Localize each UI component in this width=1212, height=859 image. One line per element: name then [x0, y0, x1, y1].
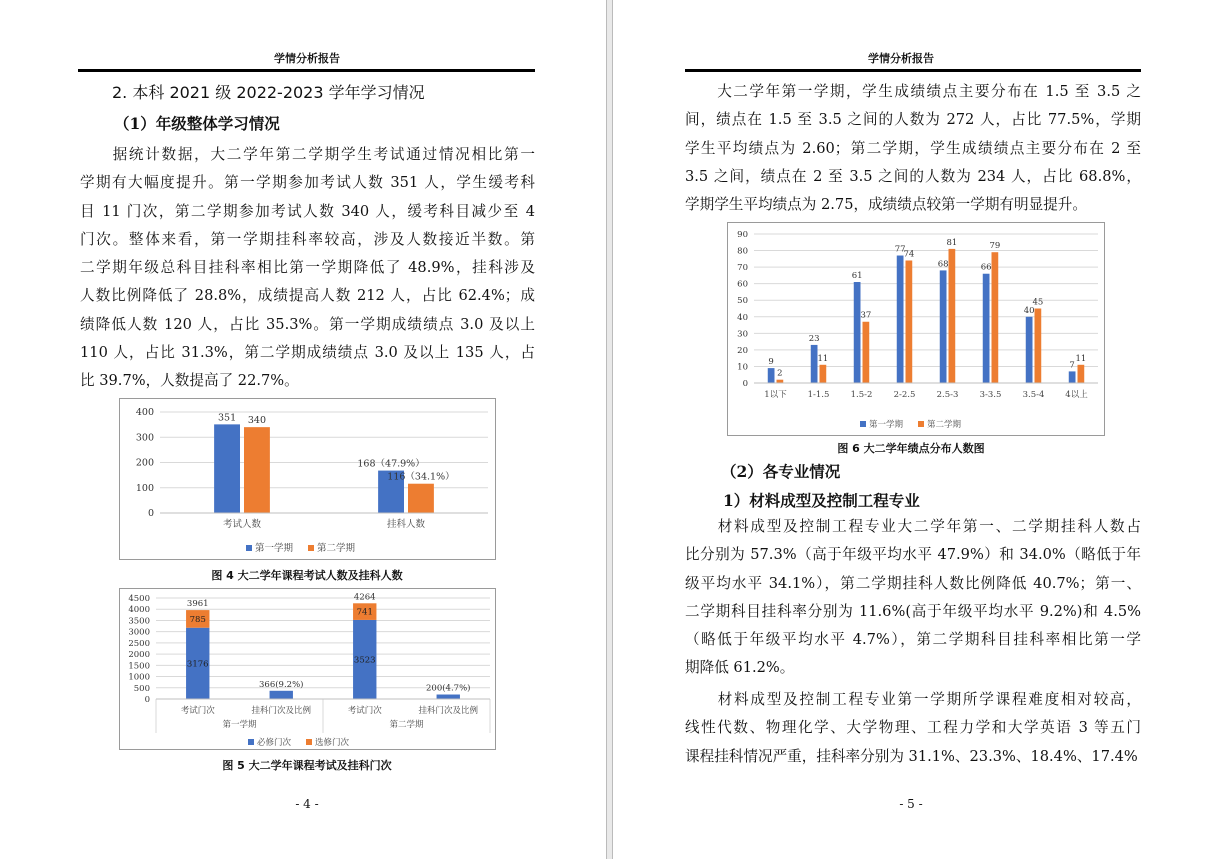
y-tick-label: 100	[135, 482, 154, 494]
x-tick-label: 1以下	[764, 390, 787, 400]
text-line: 学生平均绩点为 2.60；第二学期，学生成绩绩点主要分布在 2 至	[685, 139, 1141, 157]
bar	[854, 282, 861, 383]
body-paragraph	[685, 513, 1141, 683]
x-tick-label: 挂科门次及比例	[251, 706, 312, 716]
header-rule	[78, 69, 535, 72]
segment-label: 3523	[353, 655, 376, 666]
figure-5-caption: 图 5 大二学年课程考试及挂科门次	[222, 759, 392, 772]
text-line: 绩降低人数 120 人，占比 35.3%。第一学期成绩绩点 3.0 及以上	[80, 315, 535, 333]
bar	[244, 427, 270, 513]
figure-4-chart	[119, 398, 496, 560]
total-label: 3961	[186, 599, 209, 610]
page-number: - 4 -	[295, 797, 319, 811]
data-label: 77	[894, 244, 906, 255]
text-line: 材料成型及控制工程专业第一学期所学课程难度相对较高，	[685, 691, 1141, 708]
body-paragraph	[80, 141, 535, 396]
text-line: 门次。整体来看，第一学期挂科率较高，涉及人数接近半数。第	[80, 230, 535, 248]
total-label: 4264	[353, 592, 376, 603]
x-tick-label: 挂科人数	[386, 519, 426, 530]
legend-swatch	[308, 545, 314, 551]
legend-swatch	[246, 545, 252, 551]
x-tick-label: 挂科门次及比例	[418, 706, 479, 716]
group-label: 第二学期	[389, 720, 424, 730]
x-tick-label: 1-1.5	[807, 390, 830, 400]
y-tick-label: 300	[135, 432, 154, 444]
y-tick-label: 80	[737, 246, 748, 257]
legend-label: 选修门次	[315, 738, 350, 748]
x-tick-label: 3.5-4	[1022, 390, 1045, 400]
segment-label: 741	[356, 607, 373, 618]
x-tick-label: 考试人数	[222, 519, 262, 530]
data-label: 61	[851, 271, 863, 282]
text-line: 110 人，占比 31.3%，第二学期成绩绩点 3.0 及以上 135 人，占	[80, 344, 535, 362]
y-tick-label: 50	[737, 296, 748, 307]
y-tick-label: 2500	[128, 638, 150, 649]
legend-swatch	[306, 739, 312, 745]
y-tick-label: 0	[147, 508, 154, 519]
page-number: - 5 -	[899, 797, 923, 811]
x-tick-label: 1.5-2	[850, 390, 873, 400]
text-line: （略低于年级平均水平 4.7%），第二学期科目挂科率相比第一学	[685, 631, 1141, 649]
y-tick-label: 3000	[128, 627, 150, 638]
legend-label: 第二学期	[927, 420, 962, 430]
data-label: 23	[808, 333, 820, 344]
figure-5-chart	[119, 588, 496, 750]
y-tick-label: 0	[144, 695, 150, 705]
page-header: 学情分析报告	[868, 52, 934, 65]
text-line: 学期学生平均绩点为 2.75，成绩绩点较第一学期有明显提升。	[685, 196, 1087, 214]
y-tick-label: 4000	[128, 605, 150, 616]
data-label: 81	[946, 237, 958, 248]
y-tick-label: 90	[737, 230, 748, 240]
legend-label: 第一学期	[255, 543, 294, 554]
bar	[811, 345, 818, 383]
data-label: 11	[1075, 353, 1087, 364]
text-line: 材料成型及控制工程专业大二学年第一、二学期挂科人数占	[685, 518, 1141, 535]
text-line: 学期有大幅度提升。第一学期参加考试人数 351 人，学生缓考科	[80, 174, 535, 192]
segment-label: 785	[189, 614, 206, 625]
header-rule	[685, 69, 1141, 72]
subsection-title: （2）各专业情况	[721, 462, 841, 481]
bar	[1078, 365, 1085, 383]
text-line: 二学期科目挂科率分别为 11.6%(高于年级平均水平 9.2%)和 4.5%	[685, 602, 1141, 620]
segment-label: 3176	[186, 659, 209, 670]
y-tick-label: 3500	[128, 616, 150, 627]
body-paragraph	[685, 78, 1141, 219]
bar	[983, 274, 990, 383]
data-label: 351	[217, 412, 237, 424]
bar	[214, 424, 240, 513]
text-line: 大二学年第一学期，学生成绩绩点主要分布在 1.5 至 3.5 之	[685, 83, 1141, 100]
data-label: 68	[937, 259, 949, 270]
text-line: 人数比例降低了 28.8%，成绩提高人数 212 人，占比 62.4%；成	[80, 287, 535, 305]
x-tick-label: 2.5-3	[936, 390, 959, 400]
data-label: 2	[777, 368, 783, 379]
data-label: 168（47.9%）	[357, 458, 425, 470]
y-tick-label: 2000	[128, 650, 150, 661]
bar	[768, 368, 775, 383]
section-title: 2. 本科 2021 级 2022-2023 学年学习情况	[112, 83, 425, 102]
bar-segment	[270, 691, 293, 699]
text-line: 比 39.7%，人数提高了 22.7%。	[80, 372, 299, 390]
data-label: 40	[1023, 305, 1035, 316]
legend-swatch	[248, 739, 254, 745]
y-tick-label: 4500	[128, 594, 150, 604]
y-tick-label: 1500	[128, 661, 150, 672]
bar-segment	[437, 695, 460, 699]
bar	[863, 322, 870, 383]
data-label: 7	[1069, 360, 1075, 371]
y-tick-label: 0	[742, 379, 748, 389]
page-header: 学情分析报告	[274, 52, 340, 65]
bar	[897, 256, 904, 383]
y-tick-label: 1000	[128, 672, 150, 683]
text-line: 据统计数据，大二学年第二学期学生考试通过情况相比第一	[80, 146, 535, 163]
data-label: 74	[903, 249, 915, 260]
text-line: 间，绩点在 1.5 至 3.5 之间的人数为 272 人，占比 77.5%，学期	[685, 111, 1141, 129]
x-tick-label: 考试门次	[180, 706, 215, 716]
bar	[1069, 371, 1076, 383]
x-tick-label: 考试门次	[347, 706, 382, 716]
y-tick-label: 10	[737, 362, 748, 373]
y-tick-label: 200	[135, 457, 154, 469]
x-tick-label: 2-2.5	[893, 390, 916, 400]
body-paragraph	[685, 686, 1141, 771]
text-line: 3.5 之间，绩点在 2 至 3.5 之间的人数为 234 人，占比 68.8%，	[685, 167, 1141, 185]
legend-label: 第一学期	[869, 420, 904, 430]
x-tick-label: 4以上	[1065, 390, 1088, 400]
group-label: 第一学期	[222, 720, 257, 730]
text-line: 目 11 门次，第二学期参加考试人数 340 人，缓考科目减少至 4	[80, 202, 535, 220]
data-label: 11	[817, 353, 829, 364]
y-tick-label: 70	[737, 263, 748, 274]
figure-6-caption: 图 6 大二学年绩点分布人数图	[837, 442, 985, 455]
bar	[949, 249, 956, 383]
y-tick-label: 40	[737, 312, 748, 323]
bar	[820, 365, 827, 383]
total-label: 200(4.7%)	[426, 683, 471, 694]
text-line: 二学期年级总科目挂科率相比第一学期降低了 48.9%，挂科涉及	[80, 259, 535, 277]
data-label: 79	[989, 241, 1001, 252]
text-line: 级平均水平 34.1%），第二学期挂科人数比例降低 40.7%；第一、	[685, 574, 1141, 592]
bar	[992, 252, 999, 383]
data-label: 116（34.1%）	[387, 471, 455, 483]
bar	[1035, 309, 1042, 384]
text-line: 期降低 61.2%。	[685, 659, 795, 677]
major-title: 1）材料成型及控制工程专业	[723, 491, 920, 510]
figure-4-caption: 图 4 大二学年课程考试人数及挂科人数	[211, 569, 403, 582]
bar	[906, 260, 913, 383]
bar	[940, 270, 947, 383]
bar	[1026, 317, 1033, 383]
data-label: 9	[768, 357, 774, 368]
text-line: 课程挂科情况严重，挂科率分别为 31.1%、23.3%、18.4%、17.4%	[685, 747, 1138, 765]
data-label: 66	[980, 262, 992, 273]
y-tick-label: 30	[737, 329, 748, 340]
legend-swatch	[918, 421, 924, 427]
data-label: 340	[247, 415, 267, 427]
y-tick-label: 60	[737, 279, 748, 290]
page-5	[612, 0, 1212, 859]
legend-label: 第二学期	[317, 543, 356, 554]
x-tick-label: 3-3.5	[979, 390, 1002, 400]
data-label: 45	[1032, 297, 1044, 308]
legend-swatch	[860, 421, 866, 427]
y-tick-label: 400	[135, 407, 154, 418]
subsection-title: （1）年级整体学习情况	[114, 114, 280, 133]
figure-6-chart	[727, 222, 1105, 436]
text-line: 线性代数、物理化学、大学物理、工程力学和大学英语 3 等五门	[685, 719, 1141, 737]
total-label: 366(9.2%)	[259, 679, 304, 690]
data-label: 37	[860, 310, 872, 321]
text-line: 比分别为 57.3%（高于年级平均水平 47.9%）和 34.0%（略低于年	[685, 546, 1141, 564]
y-tick-label: 20	[737, 345, 748, 356]
bar	[408, 484, 434, 513]
y-tick-label: 500	[133, 683, 150, 694]
legend-label: 必修门次	[257, 738, 292, 748]
